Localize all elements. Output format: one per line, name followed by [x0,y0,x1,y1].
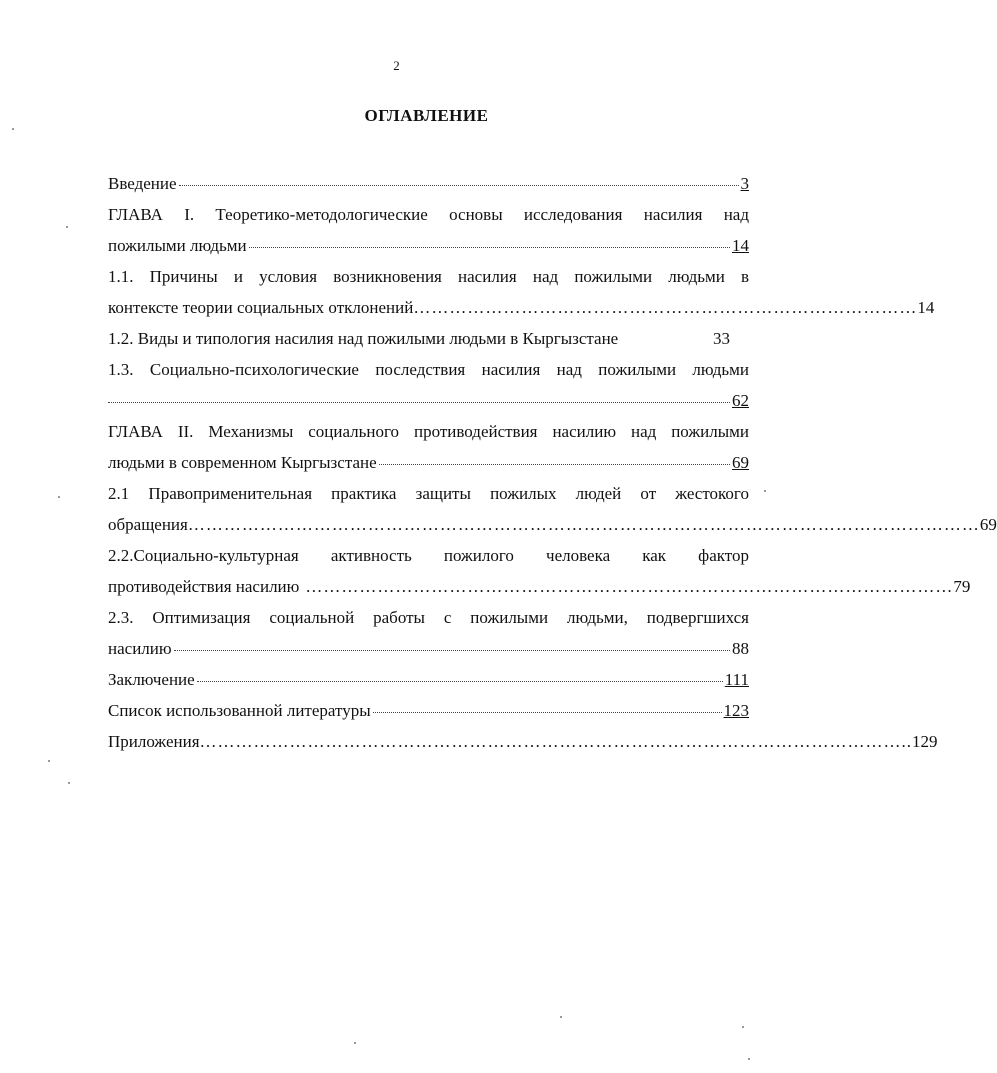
toc-entry-introduction[interactable] [108,168,749,199]
toc-entry-2-2-line2[interactable] [108,571,971,602]
scan-speck [560,1016,562,1018]
scan-speck [68,782,70,784]
dot-leader: ……………………………………………………………………………………………………….. [199,732,913,751]
toc-entry-chapter-2-line1[interactable] [108,416,749,447]
toc-entry-page: 33 [713,329,730,348]
toc-entry-1-1-line2[interactable] [108,292,935,323]
toc-entry-2-1-line2[interactable] [108,509,997,540]
scan-speck [764,490,766,492]
toc-entry-conclusion[interactable] [108,664,749,695]
scan-speck [12,128,14,130]
toc-entry-page: 123 [723,701,749,720]
toc-entry-page: 62 [732,391,749,410]
toc-entry-text: 2.2.Социально-культурная активность пожилого человека как фактор [108,546,749,565]
toc-entry-text: Приложения [108,732,200,751]
toc-entry-text: противодействия насилию [108,577,300,596]
toc-entry-chapter-1-line1[interactable] [108,199,749,230]
toc-entry-text: насилию [108,639,172,658]
dot-leader: ……………………………………………………………………………………………… [305,577,954,596]
toc-entry-text: 1.3. Социально-психологические последствия насилия над пожилыми людьми [108,360,749,379]
dot-leader [373,712,722,713]
dot-leader: ………………………………………………………………………… [413,298,918,317]
toc-entry-page: 14 [732,236,749,255]
toc-entry-chapter-2-line2[interactable] [108,447,749,478]
toc-entry-text: контексте теории социальных отклонений [108,298,414,317]
toc-entry-page: 69 [732,453,749,472]
toc-entry-text: 2.1 Правоприменительная практика защиты пожилых людей от жестокого [108,484,749,503]
dot-leader [197,681,723,682]
scan-speck [58,496,60,498]
toc-entry-2-3-line1[interactable] [108,602,749,633]
toc-entry-page: 88 [732,639,749,658]
toc-entry-appendices[interactable] [108,726,938,757]
scan-speck [48,760,50,762]
toc-entry-2-3-line2[interactable] [108,633,749,664]
toc-entry-bibliography[interactable] [108,695,749,726]
toc-entry-text: 1.2. Виды и типология насилия над пожилыми людьми в Кыргызстане [108,329,619,348]
toc-entry-text: 2.3. Оптимизация социальной работы с пожилыми людьми, подвергшихся [108,608,749,627]
toc-entry-page: 111 [724,670,749,689]
dot-leader [174,650,730,651]
toc-entry-page: 69 [979,515,997,534]
toc-entry-1-3-line2[interactable] [108,385,749,416]
toc-entry-2-1-line1[interactable] [108,478,749,509]
scan-speck [748,1058,750,1060]
dot-leader [249,247,730,248]
toc-entry-page: 129 [912,732,938,751]
toc-entry-text: Список использованной литературы [108,701,371,720]
toc-entry-text: обращения [108,515,188,534]
toc-entry-text: ГЛАВА II. Механизмы социального противодействия насилию над пожилыми [108,422,749,441]
toc-entry-1-3-line1[interactable] [108,354,749,385]
toc-entry-page: 14 [917,298,935,317]
scan-speck [66,226,68,228]
toc-entry-text: пожилыми людьми [108,236,247,255]
scan-speck [742,1026,744,1028]
toc-entry-1-1-line1[interactable] [108,261,749,292]
toc-entry-chapter-1-line2[interactable] [108,230,749,261]
toc-entry-page: 3 [740,174,749,193]
dot-leader [108,402,730,403]
toc-title: ОГЛАВЛЕНИЕ [364,106,489,125]
table-of-contents [108,168,997,757]
scan-speck [354,1042,356,1044]
page-number: 2 [393,58,400,73]
toc-entry-2-2-line1[interactable] [108,540,749,571]
toc-entry-text: людьми в современном Кыргызстане [108,453,377,472]
toc-entry-page: 79 [953,577,971,596]
toc-entry-1-2[interactable] [108,323,749,354]
toc-entry-text: 1.1. Причины и условия возникновения насилия над пожилыми людьми в [108,267,749,286]
dot-leader [379,464,730,465]
toc-entry-text: Заключение [108,670,195,689]
dot-leader: …………………………………………………………………………………………………………………… [187,515,980,534]
dot-leader [179,185,739,186]
toc-entry-text: ГЛАВА I. Теоретико-методологические основы исследования насилия над [108,205,749,224]
toc-entry-text: Введение [108,174,177,193]
